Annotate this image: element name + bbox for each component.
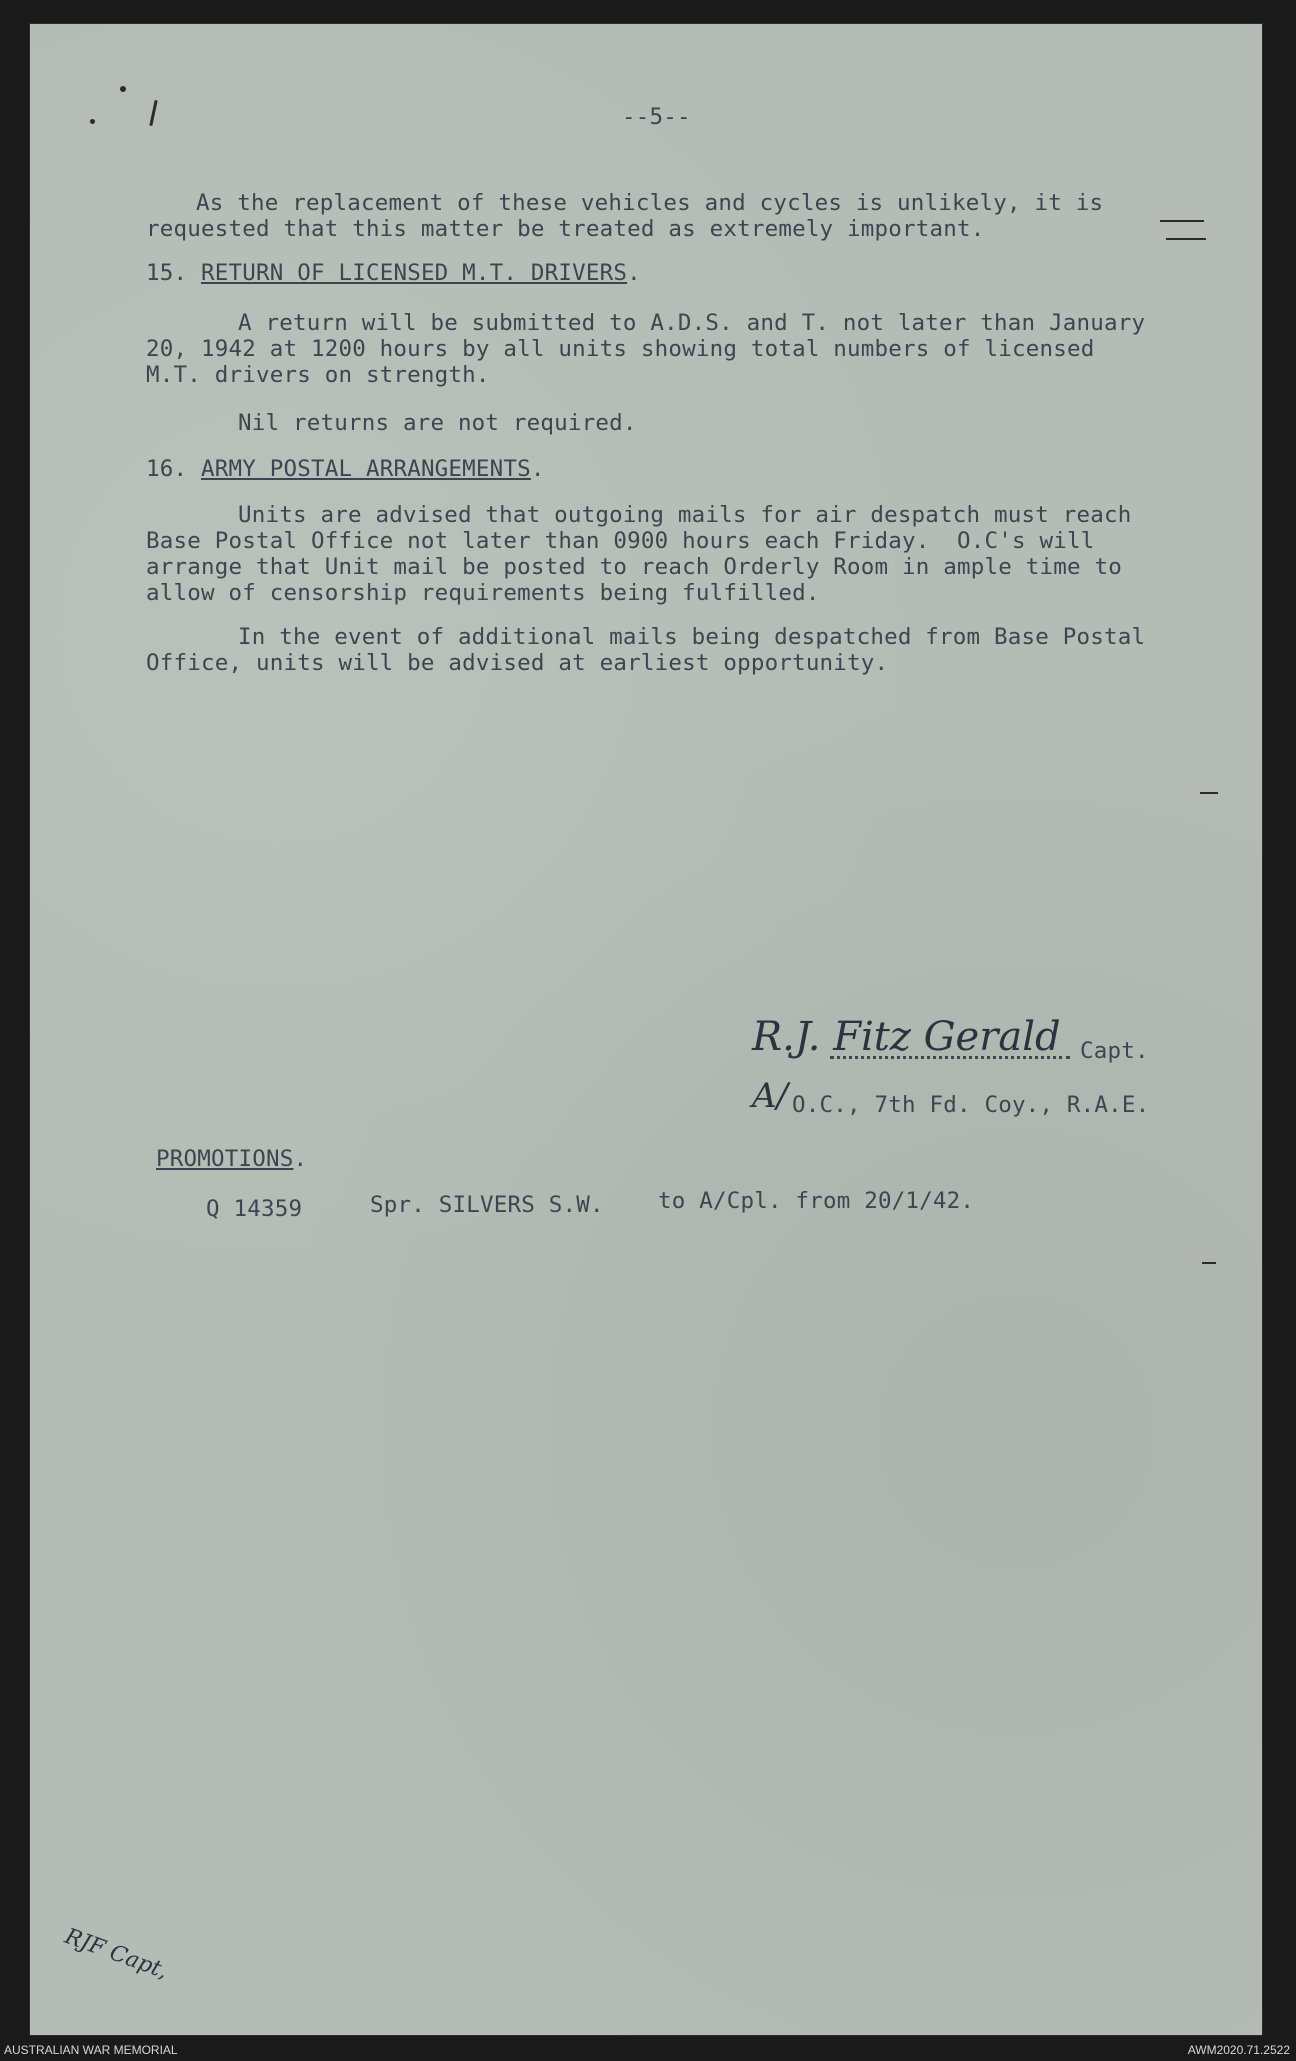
signature-rank: Capt.	[1080, 1038, 1149, 1064]
margin-note: RJF Capt,	[61, 1924, 172, 1985]
promotion-detail: to A/Cpl. from 20/1/42.	[658, 1188, 975, 1214]
section15-heading-line	[146, 260, 641, 286]
hole-mark	[149, 100, 157, 126]
section15-para1-line-2: 20, 1942 at 1200 hours by all units showing total numbers of licensed	[146, 336, 1095, 362]
section15-number: 15.	[146, 260, 188, 286]
section15-heading: RETURN OF LICENSED M.T. DRIVERS	[201, 260, 628, 286]
section15-heading-end: .	[627, 260, 641, 286]
promotions-heading-line	[156, 1146, 307, 1172]
signature-dotted-line	[830, 1056, 1070, 1059]
section16-para1-line-2: Base Postal Office not later than 0900 hours each Friday. O.C's will	[146, 528, 1095, 554]
section16-number: 16.	[146, 456, 188, 482]
promotion-name: Spr. SILVERS S.W.	[370, 1192, 604, 1218]
promotions-heading: PROMOTIONS	[156, 1146, 294, 1172]
promotions-heading-end: .	[293, 1146, 308, 1172]
promotion-number: Q 14359	[206, 1196, 303, 1222]
section15-para1-line-1: A return will be submitted to A.D.S. and T. not later than January	[238, 310, 1146, 336]
margin-dash	[1200, 792, 1218, 794]
footer-left: AUSTRALIAN WAR MEMORIAL	[4, 2043, 178, 2057]
signature: R.J. Fitz Gerald	[752, 1014, 1061, 1060]
section16-heading-line	[146, 456, 545, 482]
section16-para1-line-3: arrange that Unit mail be posted to reach Orderly Room in ample time to	[146, 554, 1122, 580]
section16-para1-line-4: allow of censorship requirements being fulfilled.	[146, 580, 820, 606]
document-page	[30, 24, 1262, 2035]
signature-title: O.C., 7th Fd. Coy., R.A.E.	[792, 1092, 1150, 1118]
footer-bar	[0, 2040, 1296, 2061]
footer-right: AWM2020.71.2522	[1187, 2043, 1290, 2057]
page-number: --5--	[622, 104, 691, 130]
margin-dash	[1166, 238, 1206, 240]
section16-heading-end: .	[530, 456, 545, 482]
margin-dash	[1160, 220, 1204, 222]
intro-line-1: As the replacement of these vehicles and cycles is unlikely, it is	[196, 190, 1104, 216]
section16-heading: ARMY POSTAL ARRANGEMENTS	[201, 456, 531, 482]
section15-para1-line-3: M.T. drivers on strength.	[146, 362, 490, 388]
section16-para2-line-1: In the event of additional mails being despatched from Base Postal	[238, 624, 1146, 650]
acting-prefix: A/	[752, 1076, 789, 1116]
hole-mark	[90, 119, 95, 124]
section16-para2-line-2: Office, units will be advised at earliest opportunity.	[146, 650, 889, 676]
intro-line-2: requested that this matter be treated as extremely important.	[146, 216, 985, 242]
hole-mark	[120, 86, 126, 92]
section16-para1-line-1: Units are advised that outgoing mails for air despatch must reach	[238, 502, 1132, 528]
margin-dash	[1202, 1262, 1216, 1264]
section15-para2: Nil returns are not required.	[238, 410, 637, 436]
